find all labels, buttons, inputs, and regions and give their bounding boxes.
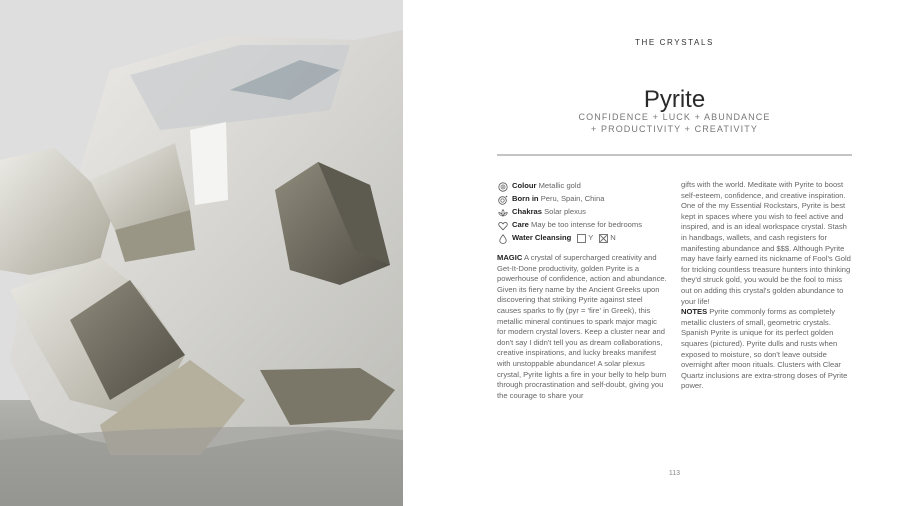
chakras-icon [497,207,508,218]
properties-list [497,180,667,245]
property-value: Solar plexus [544,207,586,217]
property-label: Water Cleansing [512,233,572,243]
section-label: THE CRYSTALS [635,38,714,47]
property-care [497,219,667,232]
born-in-icon [497,194,508,205]
text-page [403,0,900,506]
property-label: Care [512,220,529,230]
property-label: Born in [512,194,539,204]
checkbox-yes-label: Y [588,233,594,243]
water-drop-icon [497,233,508,244]
property-value: Metallic gold [538,181,581,191]
divider [497,154,852,156]
checkbox-yes [577,234,586,243]
property-value: May be too intense for bedrooms [531,220,643,230]
checkbox-no-label: N [610,233,616,243]
keywords-line-1: CONFIDENCE + LUCK + ABUNDANCE [578,112,771,122]
notes-heading: NOTES [681,307,708,317]
property-chakras [497,206,667,219]
care-icon [497,220,508,231]
magic-paragraph-continued: gifts with the world. Meditate with Pyrite to boost self-esteem, confidence, and creative inspiration. One of the my Essential Rockstars, Pyrite is best kept in spaces where you wish to feel active and inspired, and is an ideal workspace crystal. Stash in handbags, wallets, and cash registers for manifesting abundance and $$$. Although Pyrite may have fairly earned its nickname of Fool's Gold for tricking countless treasure hunters into thinking they'd struck gold, you would be the fool to miss out on adding this crystal's golden abundance to your life! [681,180,851,306]
property-water-cleansing [497,232,667,245]
pyrite-photo-illustration [0,0,403,506]
magic-text: A crystal of supercharged creativity and Get-It-Done productivity, golden Pyrite is a powerhouse of confidence, action and abundance. Given its fiery name by the Ancient Greeks upon discovering that striking Pyrite against steel causes sparks to fly (pyr = 'fire' in Greek), this metallic mineral continues to spark major magic for modern crystal lovers. Keep a cluster near and don't say I didn't tell you as dream collaborations, creative inspirations, and lucky breaks manifest with unstoppable abundance! A solar plexus crystal, Pyrite lights a fire in your belly to help burn through procrastination and self-doubt, giving you the courage to share your [497,253,667,400]
right-column [681,180,851,392]
property-label: Chakras [512,207,542,217]
notes-text: Pyrite commonly forms as completely metallic clusters of small, geometric crystals. Spanish Pyrite is unique for its perfect golden squares (pictured). Pyrite dulls and rusts when exposed to moisture, so don't leave outside overnight after moon rituals. Clusters with Clear Quartz inclusions are extra-strong doses of Pyrite power. [681,307,848,391]
property-colour [497,180,667,193]
checkbox-no-checked [599,234,608,243]
page-number: 113 [668,470,681,477]
magic-paragraph [497,253,667,401]
property-label: Colour [512,181,537,191]
colour-icon [497,181,508,192]
pyrite-photo [0,0,403,506]
magic-heading: MAGIC [497,253,523,262]
keywords [497,111,852,135]
notes-paragraph [681,307,851,392]
left-column [497,180,667,401]
property-born-in [497,193,667,206]
property-value: Peru, Spain, China [540,194,605,204]
page-title: Pyrite [643,86,706,114]
keywords-line-2: + PRODUCTIVITY + CREATIVITY [591,124,758,134]
